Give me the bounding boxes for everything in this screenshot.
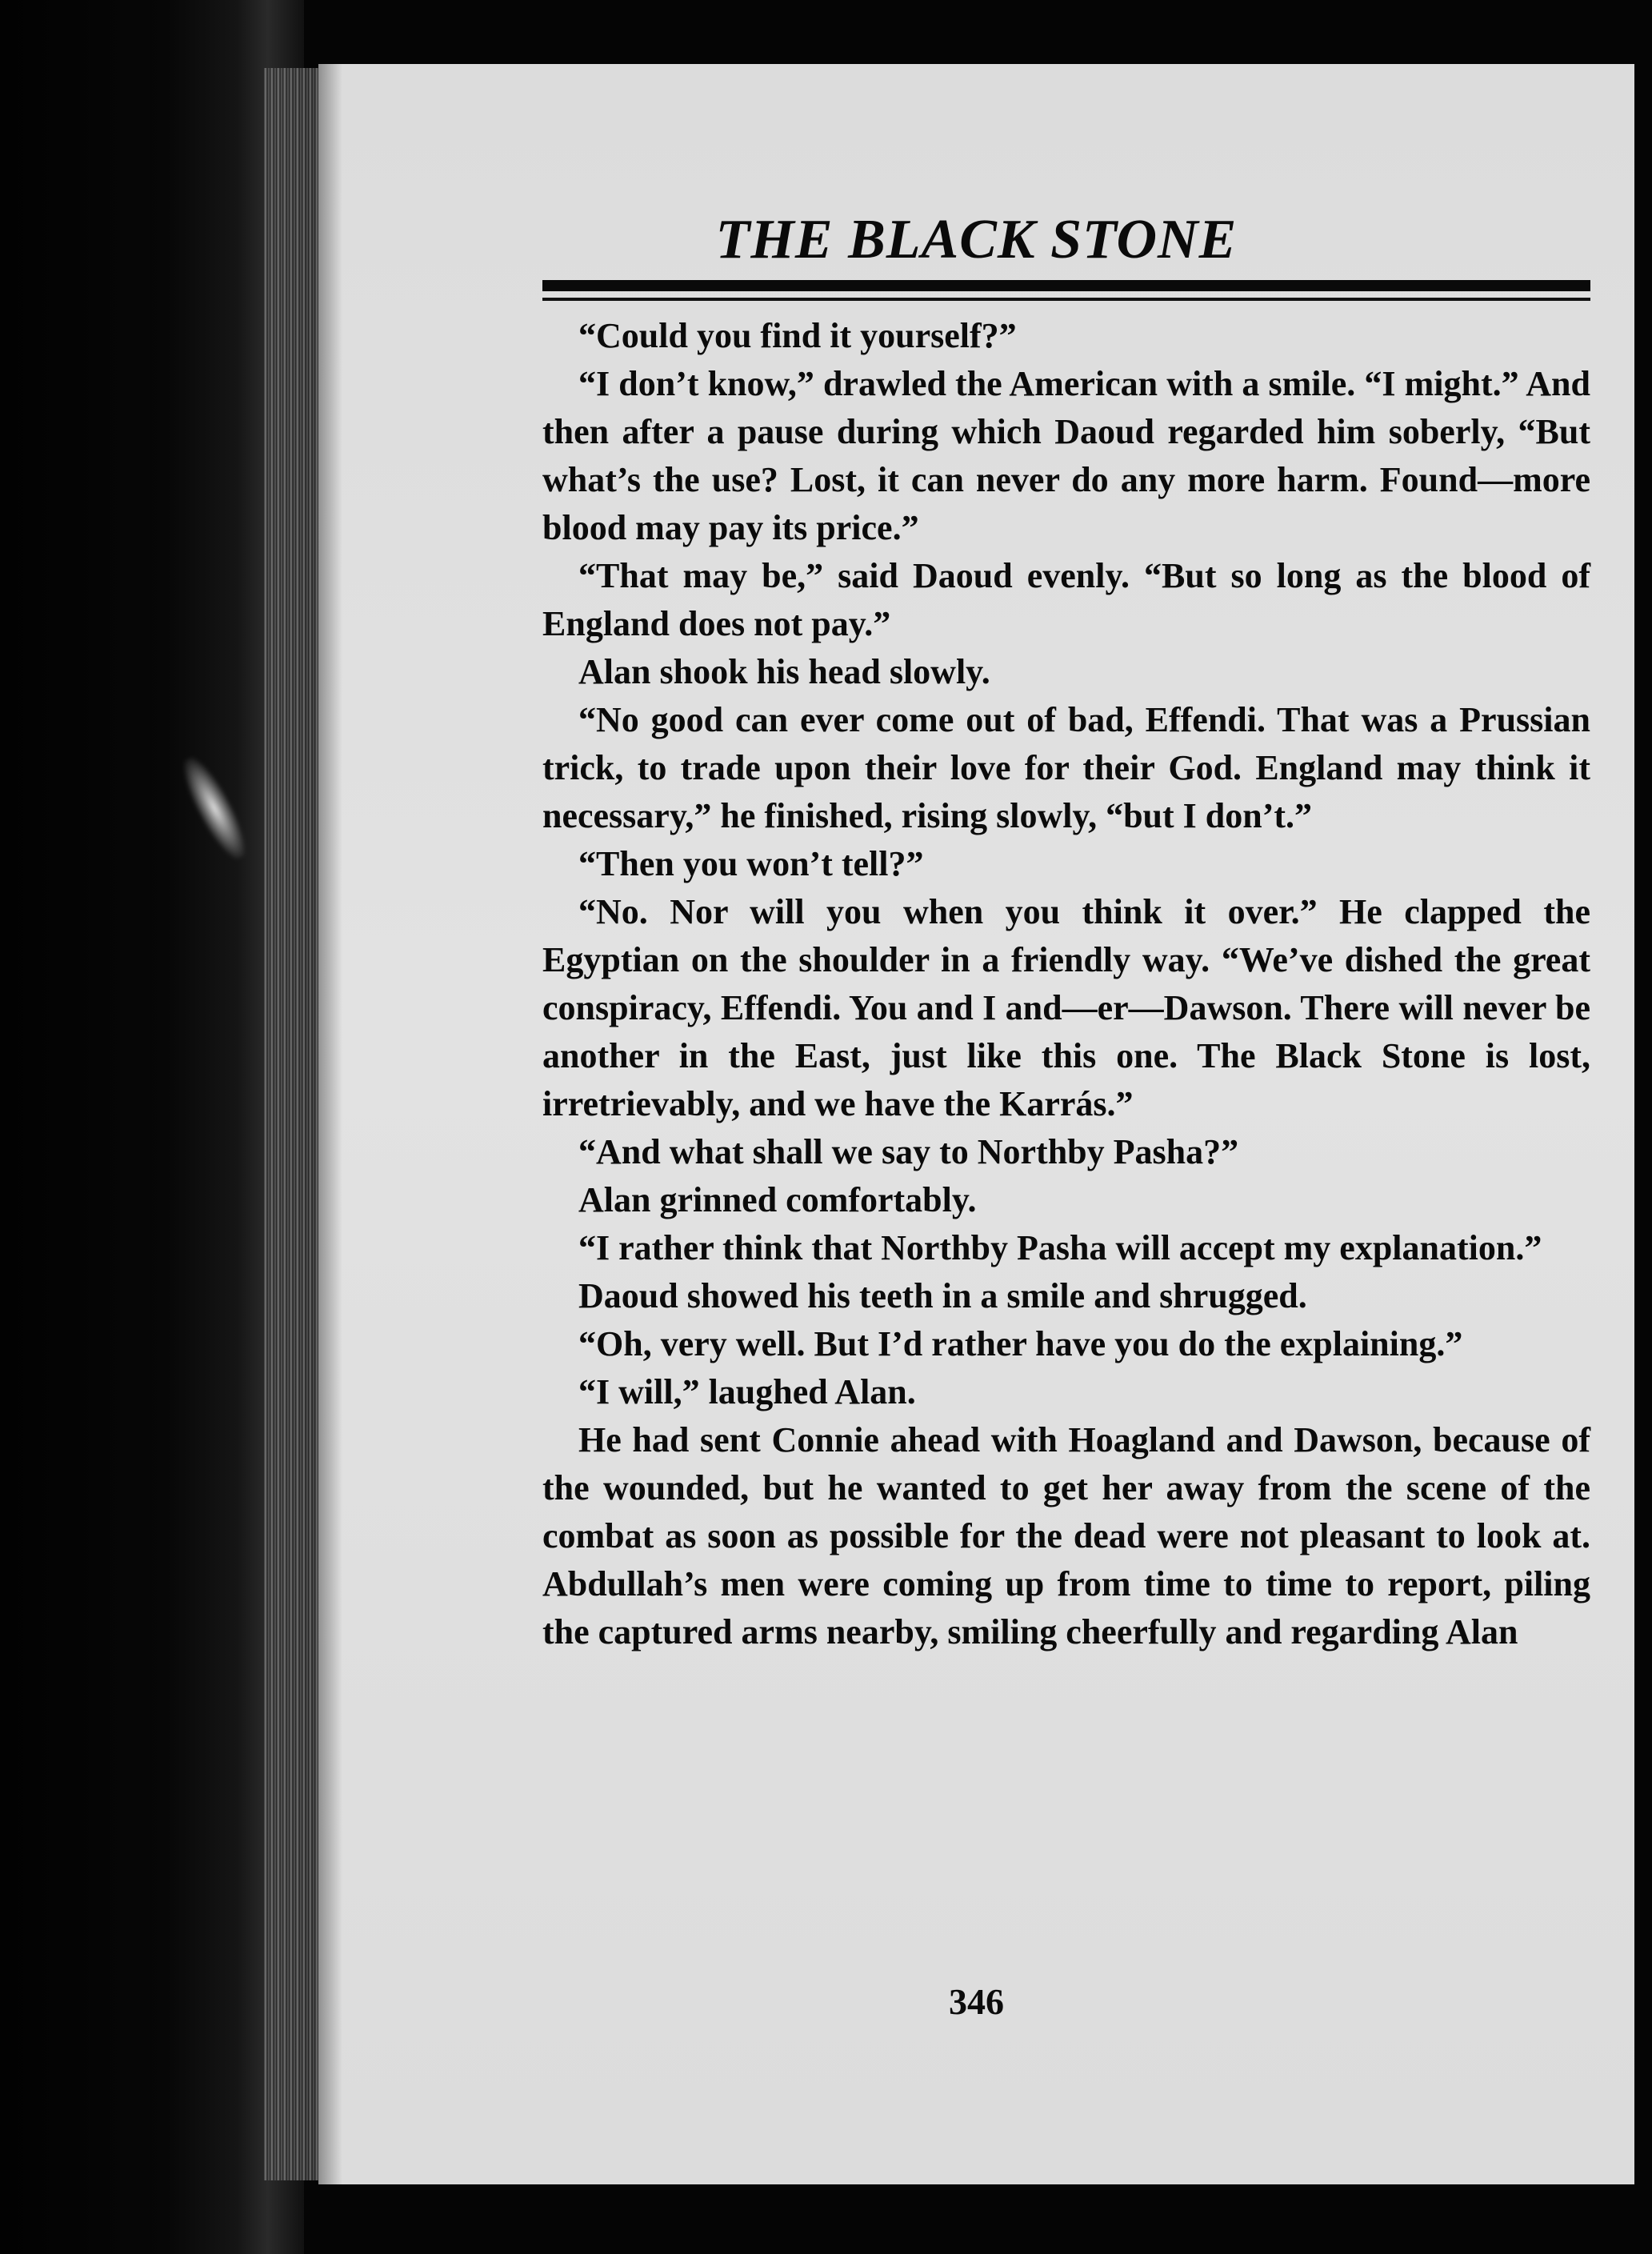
paragraph: “That may be,” said Daoud evenly. “But so long as the blood of England does not pay.” xyxy=(542,556,1590,643)
paragraph: “Oh, very well. But I’d rather have you do the explaining.” xyxy=(578,1324,1463,1363)
paragraph: Daoud showed his teeth in a smile and shrugged. xyxy=(578,1276,1307,1315)
paragraph: “I rather think that Northby Pasha will accept my explanation.” xyxy=(578,1228,1542,1267)
page-number: 346 xyxy=(949,1981,1004,2022)
paragraph: He had sent Connie ahead with Hoagland and Dawson, because of the wounded, but he wanted to get her away from the scene of the combat as soon as possible for the dead were not pleasant to look at. Abdullah’s men were coming up from time to time to report, piling the captured arms nearby, smiling cheerfully and regarding Alan xyxy=(542,1420,1590,1651)
paragraph: “Then you won’t tell?” xyxy=(578,844,924,883)
page-edge-shadow xyxy=(0,0,304,2254)
paragraph: “I don’t know,” drawled the American with a smile. “I might.” And then after a pause during which Daoud regarded him soberly, “But what’s the use? Lost, it can never do any more harm. Found—more blood may pay its price.” xyxy=(542,364,1590,547)
running-head: THE BLACK STONE xyxy=(715,209,1238,270)
header-rule-thick xyxy=(542,280,1590,291)
paragraph: “I will,” laughed Alan. xyxy=(578,1372,916,1411)
body-text xyxy=(542,312,1590,1656)
paragraph: Alan grinned comfortably. xyxy=(578,1180,977,1219)
paragraph: “And what shall we say to Northby Pasha?” xyxy=(578,1132,1239,1171)
paragraph: Alan shook his head slowly. xyxy=(578,652,990,691)
book-page xyxy=(318,64,1634,2184)
paragraph: “Could you find it yourself?” xyxy=(578,316,1017,355)
header-rule-thin xyxy=(542,298,1590,301)
gutter-shadow xyxy=(318,64,342,2184)
paragraph: “No good can ever come out of bad, Effendi. That was a Prussian trick, to trade upon their love for their God. England may think it necessary,” he finished, rising slowly, “but I don’t.” xyxy=(542,700,1590,835)
paragraph: “No. Nor will you when you think it over.” He clapped the Egyptian on the shoulder in a friendly way. “We’ve dished the great conspiracy, Effendi. You and I and—er—Dawson. There will never be another in the East, just like this one. The Black Stone is lost, irretrievably, and we have the Karrás.” xyxy=(542,892,1590,1123)
page-stack-edges xyxy=(264,68,320,2180)
